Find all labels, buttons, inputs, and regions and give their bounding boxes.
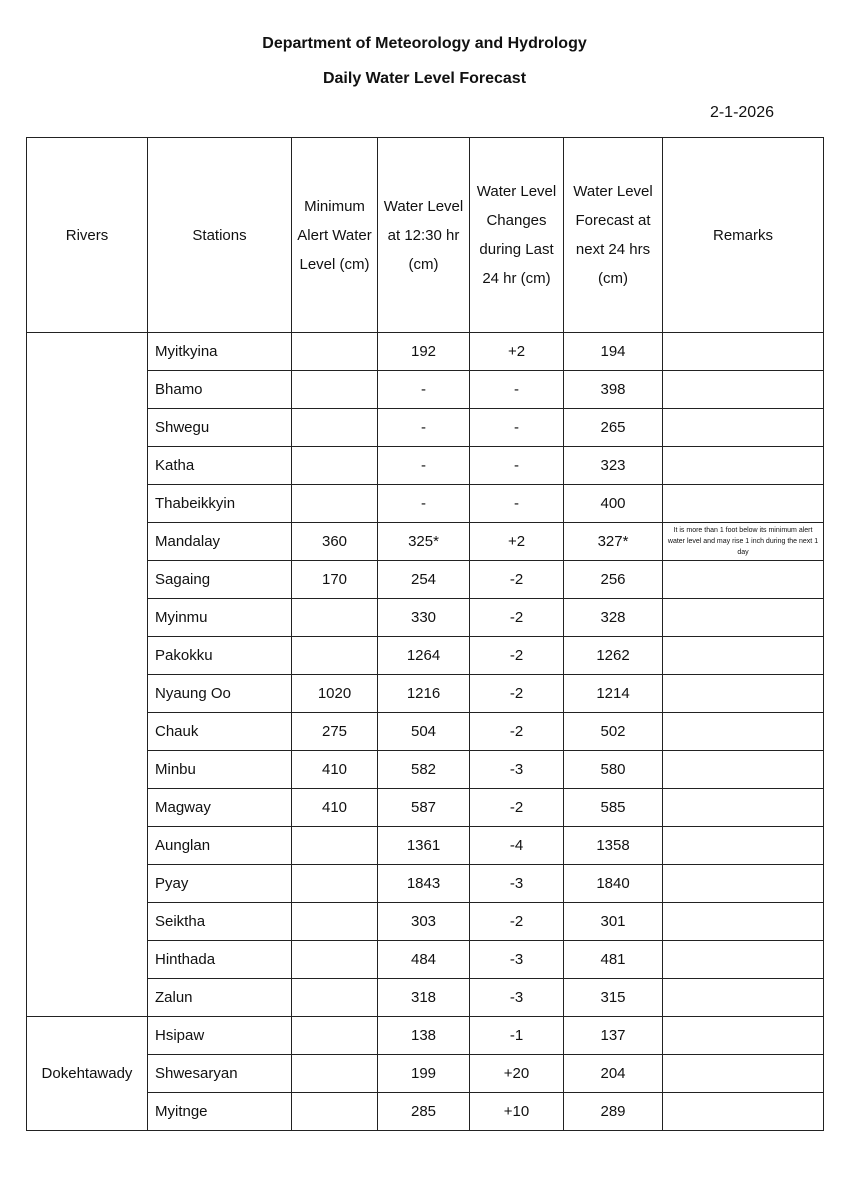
remark-cell xyxy=(663,827,824,865)
forecast-cell: 1262 xyxy=(564,637,663,675)
remark-cell xyxy=(663,979,824,1017)
station-name-cell: Minbu xyxy=(148,751,292,789)
forecast-cell: 481 xyxy=(564,941,663,979)
river-name-cell xyxy=(27,333,148,1017)
station-name-cell: Zalun xyxy=(148,979,292,1017)
forecast-cell: 327* xyxy=(564,523,663,561)
level-change-cell: -3 xyxy=(470,865,564,903)
level-change-cell: -2 xyxy=(470,713,564,751)
station-name-cell: Pyay xyxy=(148,865,292,903)
station-name-cell: Shwesaryan xyxy=(148,1055,292,1093)
water-level-cell: - xyxy=(378,447,470,485)
water-level-cell: 254 xyxy=(378,561,470,599)
min-alert-level-cell xyxy=(292,599,378,637)
min-alert-level-cell xyxy=(292,865,378,903)
water-level-cell: 1216 xyxy=(378,675,470,713)
min-alert-level-cell: 360 xyxy=(292,523,378,561)
document-subtitle: Daily Water Level Forecast xyxy=(322,70,527,87)
header-remarks: Remarks xyxy=(663,138,824,333)
station-name-cell: Shwegu xyxy=(148,409,292,447)
min-alert-level-cell xyxy=(292,333,378,371)
remark-cell xyxy=(663,409,824,447)
min-alert-level-cell xyxy=(292,371,378,409)
level-change-cell: -3 xyxy=(470,979,564,1017)
remark-cell: It is more than 1 foot below its minimum alert water level and may rise 1 inch during the next 1 day xyxy=(663,523,824,561)
level-change-cell: -1 xyxy=(470,1017,564,1055)
station-name-cell: Aunglan xyxy=(148,827,292,865)
level-change-cell: +2 xyxy=(470,523,564,561)
forecast-cell: 585 xyxy=(564,789,663,827)
station-name-cell: Mandalay xyxy=(148,523,292,561)
station-name-cell: Hsipaw xyxy=(148,1017,292,1055)
table-row xyxy=(27,333,824,371)
water-level-cell: 199 xyxy=(378,1055,470,1093)
min-alert-level-cell xyxy=(292,1093,378,1131)
forecast-cell: 301 xyxy=(564,903,663,941)
header-rivers: Rivers xyxy=(27,138,148,333)
min-alert-level-cell: 410 xyxy=(292,789,378,827)
water-level-cell: 1843 xyxy=(378,865,470,903)
station-name-cell: Myitnge xyxy=(148,1093,292,1131)
station-name-cell: Myitkyina xyxy=(148,333,292,371)
level-change-cell: -3 xyxy=(470,941,564,979)
level-change-cell: -2 xyxy=(470,561,564,599)
water-level-cell: 504 xyxy=(378,713,470,751)
header-stations: Stations xyxy=(148,138,292,333)
min-alert-level-cell: 170 xyxy=(292,561,378,599)
water-level-cell: 587 xyxy=(378,789,470,827)
level-change-cell: -2 xyxy=(470,903,564,941)
forecast-cell: 1358 xyxy=(564,827,663,865)
station-name-cell: Bhamo xyxy=(148,371,292,409)
level-change-cell: +2 xyxy=(470,333,564,371)
remark-cell xyxy=(663,675,824,713)
water-level-cell: 1361 xyxy=(378,827,470,865)
header-min-alert-level: Minimum Alert Water Level (cm) xyxy=(292,138,378,333)
forecast-cell: 1214 xyxy=(564,675,663,713)
min-alert-level-cell xyxy=(292,447,378,485)
station-name-cell: Thabeikkyin xyxy=(148,485,292,523)
forecast-cell: 137 xyxy=(564,1017,663,1055)
water-level-cell: 192 xyxy=(378,333,470,371)
station-name-cell: Pakokku xyxy=(148,637,292,675)
forecast-cell: 315 xyxy=(564,979,663,1017)
station-name-cell: Magway xyxy=(148,789,292,827)
remark-cell xyxy=(663,371,824,409)
water-level-cell: 330 xyxy=(378,599,470,637)
water-level-cell: 1264 xyxy=(378,637,470,675)
water-level-cell: 582 xyxy=(378,751,470,789)
forecast-cell: 400 xyxy=(564,485,663,523)
water-level-cell: - xyxy=(378,409,470,447)
table-row xyxy=(27,1017,824,1055)
remark-cell xyxy=(663,1017,824,1055)
forecast-cell: 194 xyxy=(564,333,663,371)
remark-cell xyxy=(663,637,824,675)
min-alert-level-cell xyxy=(292,979,378,1017)
remark-cell xyxy=(663,903,824,941)
remark-cell xyxy=(663,941,824,979)
min-alert-level-cell xyxy=(292,1055,378,1093)
table-header-row xyxy=(27,138,824,333)
forecast-cell: 289 xyxy=(564,1093,663,1131)
document-title: Department of Meteorology and Hydrology xyxy=(262,35,587,52)
level-change-cell: - xyxy=(470,371,564,409)
remark-cell xyxy=(663,485,824,523)
water-level-cell: 303 xyxy=(378,903,470,941)
level-change-cell: - xyxy=(470,447,564,485)
station-name-cell: Myinmu xyxy=(148,599,292,637)
level-change-cell: -4 xyxy=(470,827,564,865)
station-name-cell: Hinthada xyxy=(148,941,292,979)
water-level-cell: - xyxy=(378,371,470,409)
station-name-cell: Chauk xyxy=(148,713,292,751)
water-level-table xyxy=(26,137,824,1131)
level-change-cell: -2 xyxy=(470,675,564,713)
min-alert-level-cell xyxy=(292,903,378,941)
min-alert-level-cell: 1020 xyxy=(292,675,378,713)
report-date: 2-1-2026 xyxy=(709,104,774,121)
level-change-cell: +10 xyxy=(470,1093,564,1131)
remark-cell xyxy=(663,713,824,751)
river-name-cell: Dokehtawady xyxy=(27,1017,148,1131)
level-change-cell: -2 xyxy=(470,599,564,637)
min-alert-level-cell xyxy=(292,485,378,523)
station-name-cell: Katha xyxy=(148,447,292,485)
level-change-cell: - xyxy=(470,485,564,523)
remark-cell xyxy=(663,447,824,485)
min-alert-level-cell xyxy=(292,409,378,447)
min-alert-level-cell xyxy=(292,827,378,865)
water-level-cell: 325* xyxy=(378,523,470,561)
min-alert-level-cell xyxy=(292,1017,378,1055)
water-level-cell: 285 xyxy=(378,1093,470,1131)
forecast-cell: 265 xyxy=(564,409,663,447)
forecast-cell: 1840 xyxy=(564,865,663,903)
station-name-cell: Seiktha xyxy=(148,903,292,941)
remark-cell xyxy=(663,1093,824,1131)
level-change-cell: - xyxy=(470,409,564,447)
forecast-cell: 204 xyxy=(564,1055,663,1093)
forecast-cell: 502 xyxy=(564,713,663,751)
forecast-cell: 256 xyxy=(564,561,663,599)
remark-cell xyxy=(663,333,824,371)
remark-cell xyxy=(663,865,824,903)
remark-cell xyxy=(663,789,824,827)
level-change-cell: -3 xyxy=(470,751,564,789)
min-alert-level-cell: 275 xyxy=(292,713,378,751)
water-level-cell: 138 xyxy=(378,1017,470,1055)
water-level-cell: - xyxy=(378,485,470,523)
forecast-cell: 398 xyxy=(564,371,663,409)
water-level-cell: 484 xyxy=(378,941,470,979)
header-level-forecast: Water Level Forecast at next 24 hrs (cm) xyxy=(564,138,663,333)
header-water-level-now: Water Level at 12:30 hr (cm) xyxy=(378,138,470,333)
min-alert-level-cell xyxy=(292,637,378,675)
station-name-cell: Nyaung Oo xyxy=(148,675,292,713)
level-change-cell: -2 xyxy=(470,789,564,827)
remark-cell xyxy=(663,599,824,637)
min-alert-level-cell: 410 xyxy=(292,751,378,789)
table-body xyxy=(27,333,824,1131)
forecast-cell: 580 xyxy=(564,751,663,789)
level-change-cell: -2 xyxy=(470,637,564,675)
forecast-cell: 323 xyxy=(564,447,663,485)
station-name-cell: Sagaing xyxy=(148,561,292,599)
header-level-changes: Water Level Changes during Last 24 hr (cm) xyxy=(470,138,564,333)
level-change-cell: +20 xyxy=(470,1055,564,1093)
remark-cell xyxy=(663,751,824,789)
water-level-cell: 318 xyxy=(378,979,470,1017)
remark-cell xyxy=(663,561,824,599)
min-alert-level-cell xyxy=(292,941,378,979)
remark-cell xyxy=(663,1055,824,1093)
forecast-cell: 328 xyxy=(564,599,663,637)
